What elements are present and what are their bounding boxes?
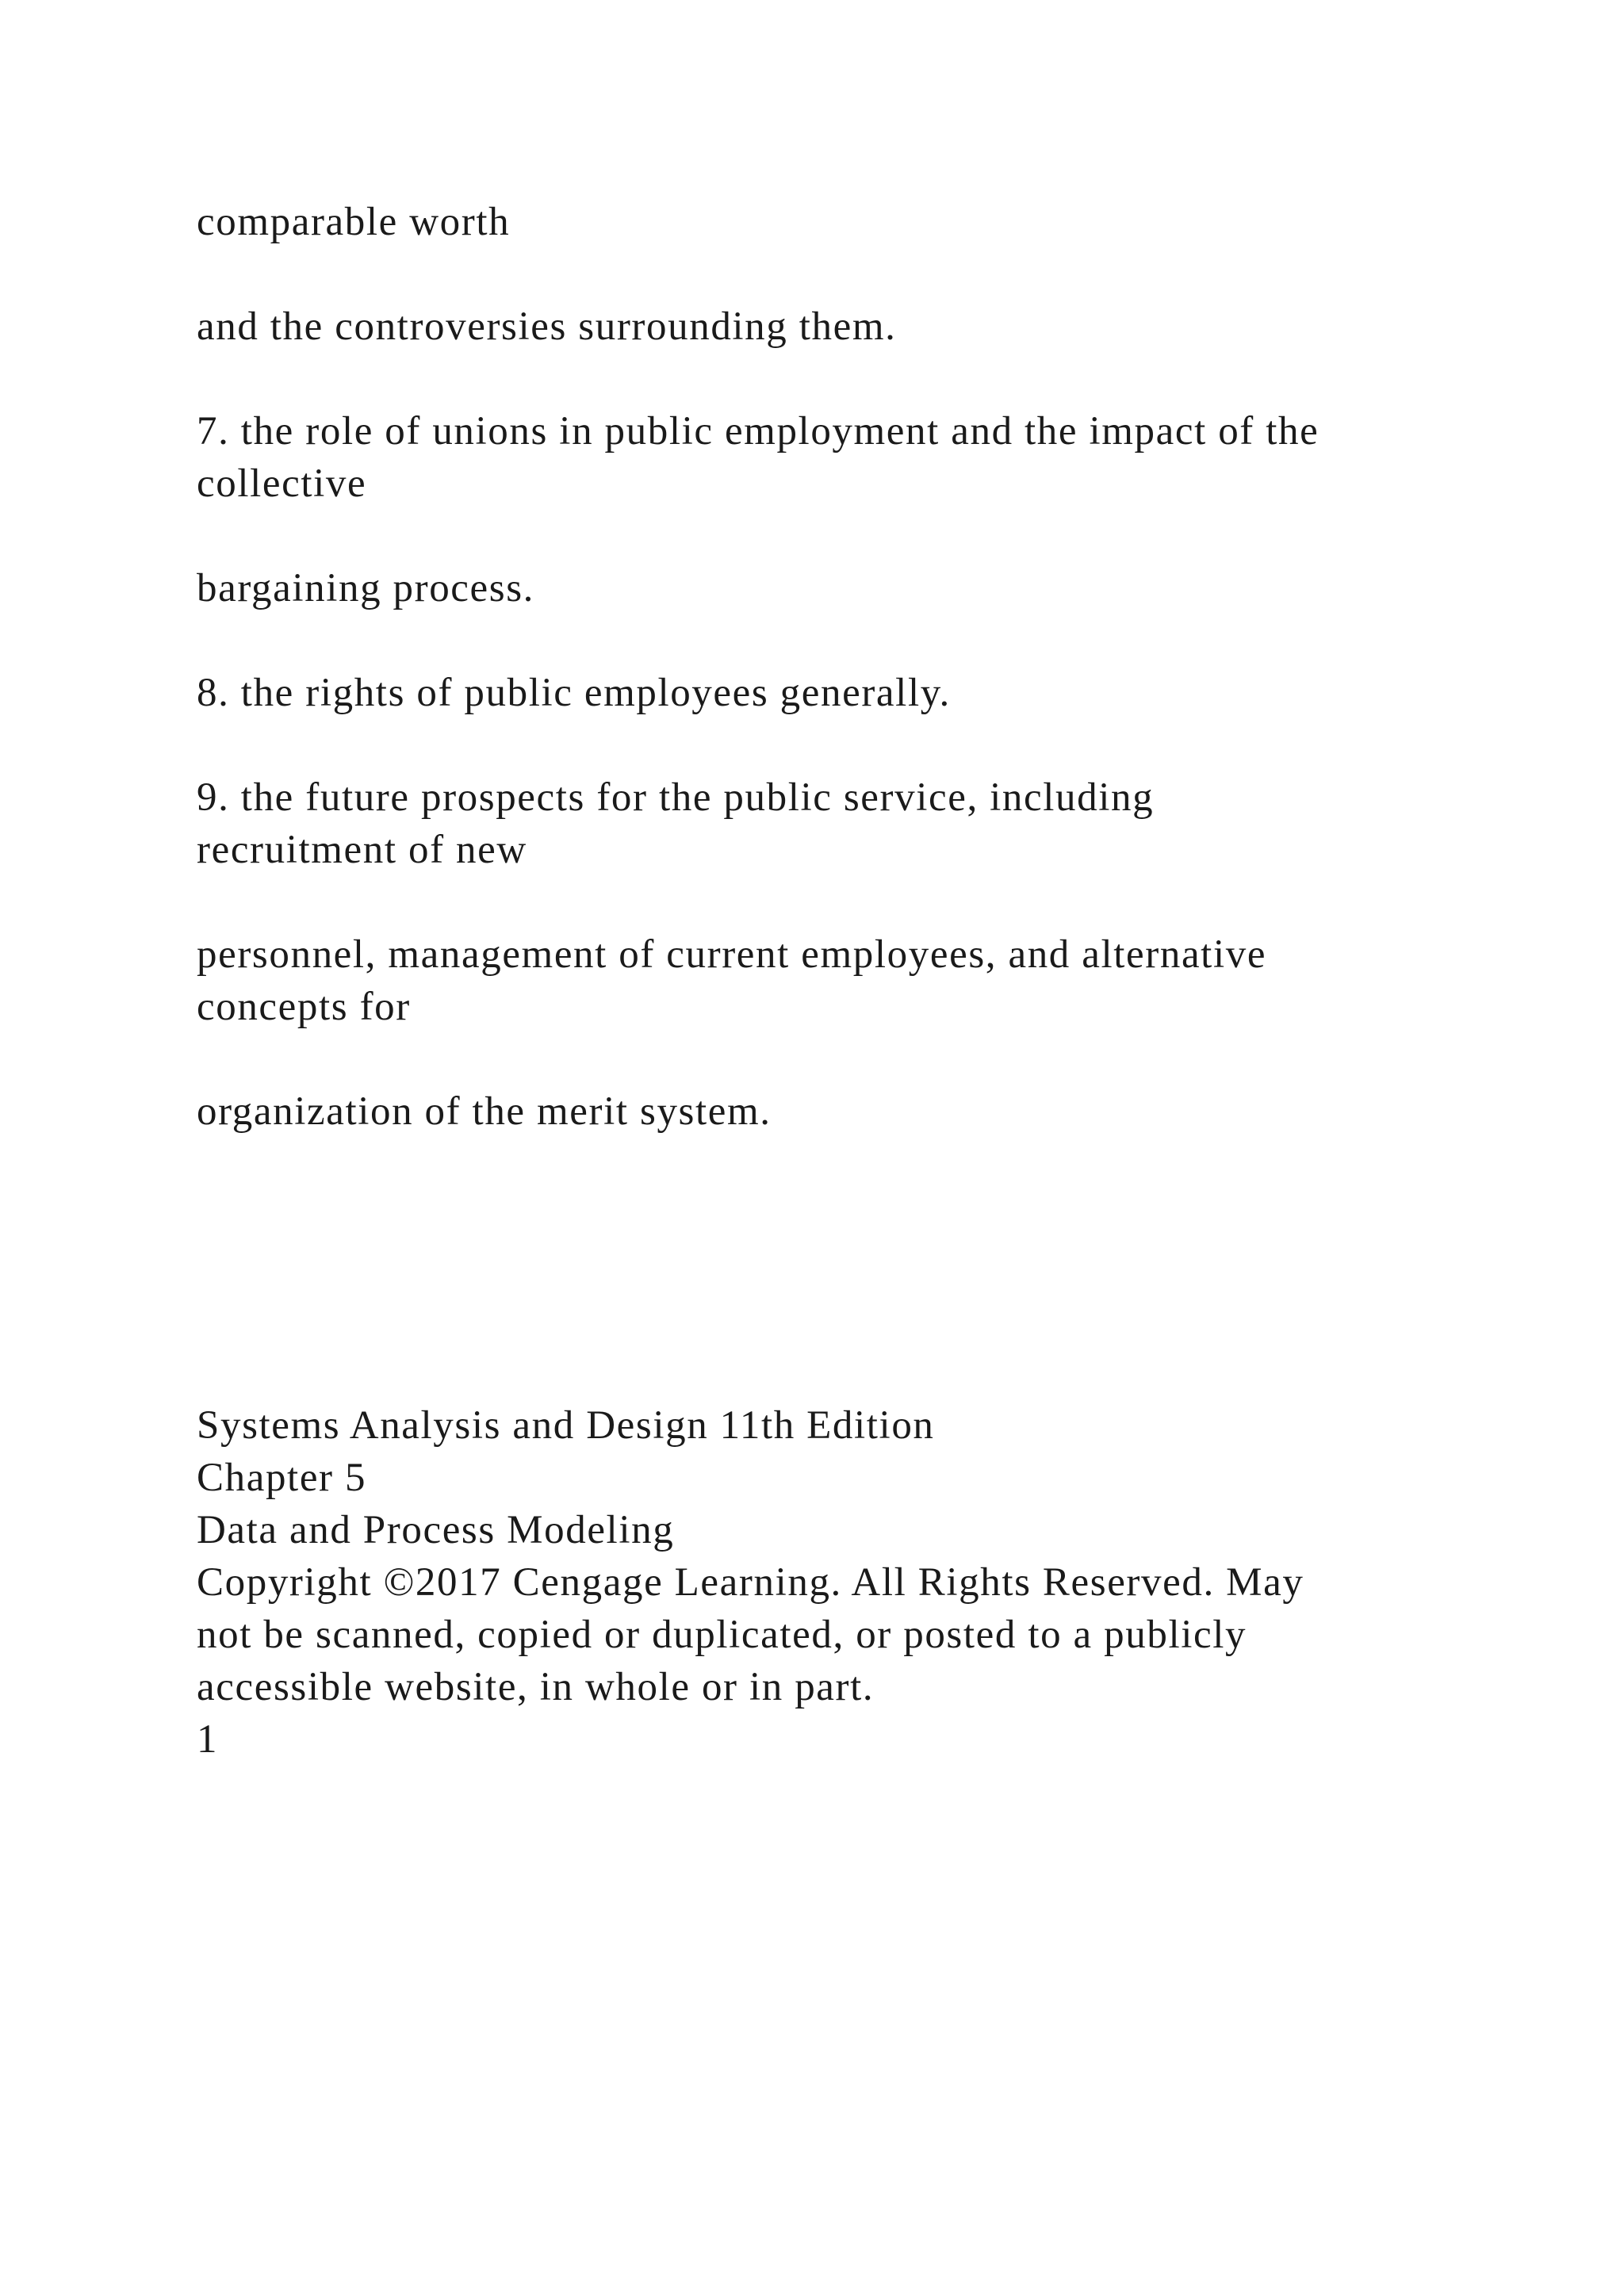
list-item-7-line: bargaining process.: [197, 566, 535, 610]
list-item-9-line: concepts for: [197, 985, 411, 1029]
list-item-8-line: 8. the rights of public employees generally.: [197, 671, 951, 715]
list-item-7-line: collective: [197, 461, 367, 506]
copyright-line: accessible website, in whole or in part.: [197, 1665, 875, 1709]
slide-chapter: Chapter 5: [197, 1456, 367, 1500]
list-item-9-line: personnel, management of current employees, and alternative: [197, 932, 1267, 977]
copyright-line: not be scanned, copied or duplicated, or posted to a publicly: [197, 1613, 1247, 1657]
list-item-9-line: 9. the future prospects for the public service, including: [197, 775, 1155, 820]
slide-subtitle: Data and Process Modeling: [197, 1508, 675, 1552]
list-item-9-line: recruitment of new: [197, 828, 527, 872]
list-item-7-line: 7. the role of unions in public employment and the impact of the: [197, 409, 1320, 453]
copyright-line: Copyright ©2017 Cengage Learning. All Rights Reserved. May: [197, 1560, 1304, 1605]
slide-number: 1: [197, 1717, 219, 1762]
body-text-line: comparable worth: [197, 200, 511, 244]
list-item-9-line: organization of the merit system.: [197, 1089, 772, 1134]
body-text-line: and the controversies surrounding them.: [197, 304, 897, 349]
slide-title: Systems Analysis and Design 11th Edition: [197, 1403, 935, 1448]
